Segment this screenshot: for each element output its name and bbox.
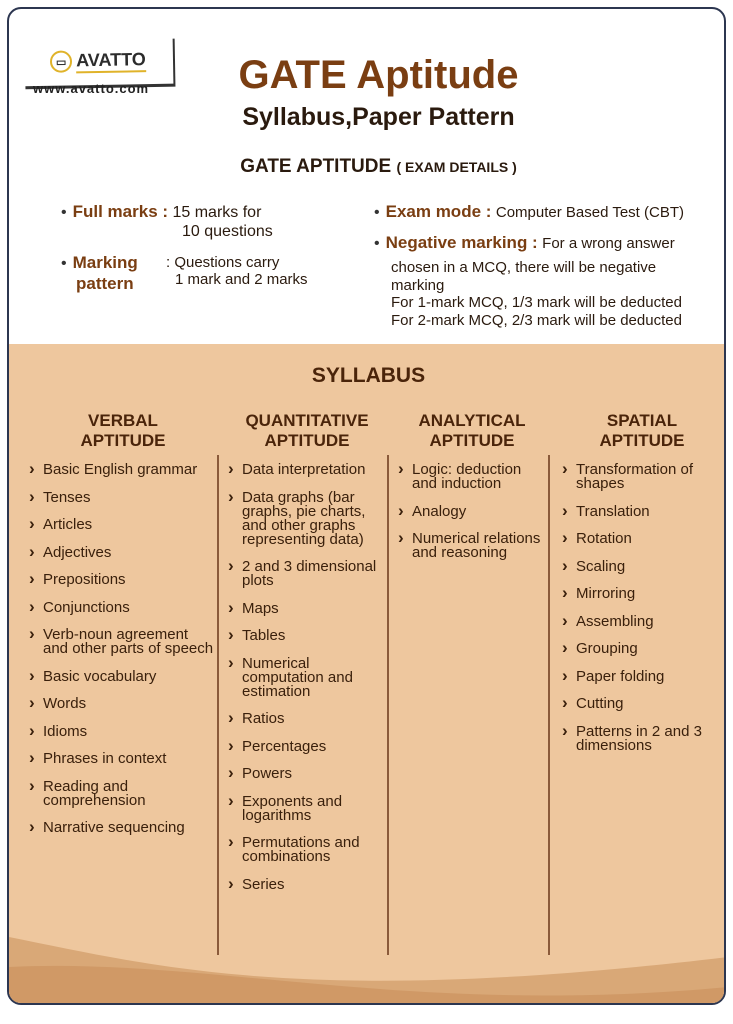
syllabus-item: › Tables	[228, 629, 386, 643]
column-divider	[387, 455, 389, 955]
syllabus-item: › Series	[228, 878, 386, 892]
column-analytical	[398, 411, 546, 574]
syllabus-item: › Basic English grammar	[29, 463, 217, 477]
syllabus-item: › Articles	[29, 518, 217, 532]
syllabus-item: › Tenses	[29, 491, 217, 505]
column-divider	[548, 455, 550, 955]
syllabus-item: › Percentages	[228, 740, 386, 754]
monitor-icon: ▭	[50, 50, 72, 72]
exam-mode-value: Computer Based Test (CBT)	[495, 204, 684, 221]
column-verbal	[29, 411, 217, 849]
column-heading: QUANTITATIVE APTITUDE	[245, 411, 369, 450]
syllabus-item: › Adjectives	[29, 546, 217, 560]
page-subtitle: Syllabus,Paper Pattern	[242, 103, 515, 131]
syllabus-item: › Basic vocabulary	[29, 670, 217, 684]
syllabus-item: › Translation	[562, 505, 722, 519]
marking-value-2: 1 mark and 2 marks	[175, 271, 308, 288]
syllabus-item: › Powers	[228, 767, 386, 781]
syllabus-item: › Permutations and combinations	[228, 836, 386, 864]
syllabus-item: › Cutting	[562, 697, 722, 711]
marking-value	[166, 254, 308, 288]
website-url: www.avatto.com	[33, 81, 150, 96]
column-divider	[217, 455, 219, 955]
syllabus-item: › Conjunctions	[29, 601, 217, 615]
negative-line-4: For 1-mark MCQ, 1/3 mark will be deducted	[391, 294, 682, 311]
syllabus-item: › Data interpretation	[228, 463, 386, 477]
marking-label: Marking	[72, 253, 138, 272]
negative-line-3: marking	[391, 276, 445, 294]
syllabus-item: › Mirroring	[562, 587, 722, 601]
syllabus-item: › Numerical computation and estimation	[228, 657, 386, 699]
syllabus-item: › Verb-noun agreement and other parts of speech	[29, 628, 217, 656]
marking-label-2: pattern	[76, 274, 134, 293]
negative-line-2: chosen in a MCQ, there will be negative	[391, 259, 657, 276]
syllabus-item: › Maps	[228, 602, 386, 616]
infographic	[7, 7, 726, 1005]
syllabus-item: › Logic: deduction and induction	[398, 463, 546, 491]
syllabus-item: › Ratios	[228, 712, 386, 726]
exam-mode-label: Exam mode :	[385, 202, 492, 221]
syllabus-item: › Patterns in 2 and 3 dimensions	[562, 725, 722, 753]
column-spatial	[562, 411, 722, 766]
column-quantitative	[228, 411, 386, 905]
avatto-logo: ▭ AVATTO	[23, 36, 174, 87]
syllabus-item: › Rotation	[562, 532, 722, 546]
exam-details-heading	[9, 156, 726, 178]
syllabus-item: › 2 and 3 dimensional plots	[228, 560, 386, 588]
syllabus-item: › Grouping	[562, 642, 722, 656]
syllabus-item: › Paper folding	[562, 670, 722, 684]
syllabus-item: › Analogy	[398, 505, 546, 519]
page-title: GATE Aptitude	[238, 53, 519, 97]
full-marks-value: 15 marks for	[172, 204, 262, 221]
syllabus-item: › Transformation of shapes	[562, 463, 722, 491]
column-heading: SPATIAL APTITUDE	[599, 411, 685, 450]
negative-marking: • Negative marking : For a wrong answer	[374, 233, 675, 252]
column-heading: ANALYTICAL APTITUDE	[418, 411, 526, 450]
syllabus-item: › Data graphs (bar graphs, pie charts, and other graphs representing data)	[228, 491, 386, 547]
syllabus-item: › Words	[29, 697, 217, 711]
syllabus-item: › Numerical relations and reasoning	[398, 532, 546, 560]
exam-mode: • Exam mode : Computer Based Test (CBT)	[374, 202, 684, 221]
marking-pattern: • Marking pattern	[61, 253, 138, 293]
syllabus-item: › Prepositions	[29, 573, 217, 587]
negative-value: For a wrong answer	[542, 235, 675, 252]
exam-heading: GATE APTITUDE	[240, 156, 392, 177]
negative-details	[391, 259, 682, 329]
full-marks-label: Full marks :	[72, 202, 169, 221]
syllabus-item: › Narrative sequencing	[29, 821, 217, 835]
wave-decoration	[9, 897, 726, 1005]
syllabus-item: › Reading and comprehension	[29, 780, 217, 808]
syllabus-item: › Exponents and logarithms	[228, 795, 386, 823]
syllabus-heading: SYLLABUS	[311, 364, 426, 387]
syllabus-item: › Assembling	[562, 615, 722, 629]
full-marks-value-2: 10 questions	[182, 223, 273, 240]
negative-line-5: For 2-mark MCQ, 2/3 mark will be deducted	[391, 311, 682, 329]
syllabus-item: › Phrases in context	[29, 752, 217, 766]
exam-heading-sub: ( EXAM DETAILS )	[396, 159, 517, 175]
full-marks: • Full marks : 15 marks for	[61, 202, 262, 221]
negative-label: Negative marking :	[385, 233, 538, 252]
syllabus-item: › Idioms	[29, 725, 217, 739]
column-heading: VERBAL APTITUDE	[80, 411, 166, 450]
syllabus-item: › Scaling	[562, 560, 722, 574]
marking-value-1: : Questions carry	[166, 254, 280, 271]
